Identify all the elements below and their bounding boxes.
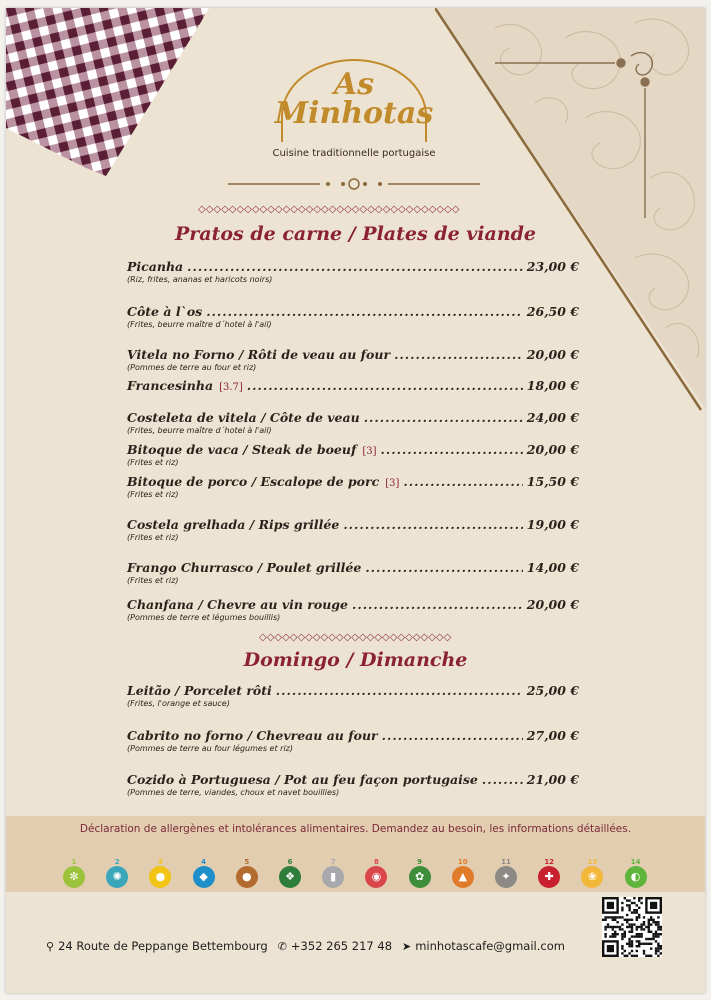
item-description: (Frites, beurre maître d´hotel à l'ail) bbox=[127, 320, 272, 329]
soy-icon: ❖ bbox=[279, 866, 301, 888]
allergen-7 bbox=[321, 858, 345, 888]
item-name: Francesinha bbox=[127, 378, 214, 393]
item-description: (Frites et riz) bbox=[127, 458, 179, 467]
item-name: Cabrito no forno / Chevreau au four bbox=[127, 728, 378, 743]
menu-item bbox=[127, 347, 579, 372]
paper-plane-icon: ➤ bbox=[402, 939, 412, 953]
item-price: 27,00 € bbox=[526, 728, 579, 743]
menu-item bbox=[127, 378, 579, 393]
item-description: (Pommes de terre, viandes, choux et navet bouillies) bbox=[127, 788, 340, 797]
item-price: 25,00 € bbox=[526, 683, 579, 698]
item-description: (Pommes de terre au four et riz) bbox=[127, 363, 257, 372]
section-title-sunday: Domingo / Dimanche bbox=[243, 649, 468, 671]
allergen-14 bbox=[624, 858, 648, 888]
allergen-number: 13 bbox=[587, 858, 598, 866]
item-name: Frango Churrasco / Poulet grillée bbox=[127, 560, 362, 575]
item-price: 26,50 € bbox=[526, 304, 579, 319]
milk-icon: ▮ bbox=[322, 866, 344, 888]
fish-icon: ◆ bbox=[193, 866, 215, 888]
item-price: 18,00 € bbox=[526, 378, 579, 393]
logo-subtitle: Cuisine traditionnelle portugaise bbox=[272, 148, 436, 159]
item-price: 14,00 € bbox=[526, 560, 579, 575]
item-price: 15,50 € bbox=[526, 474, 579, 489]
peanut-icon: ● bbox=[236, 866, 258, 888]
logo-divider-ornament bbox=[228, 178, 480, 190]
allergen-4 bbox=[192, 858, 216, 888]
egg-icon: ● bbox=[149, 866, 171, 888]
menu-item bbox=[127, 772, 579, 797]
allergen-6 bbox=[278, 858, 302, 888]
menu-item bbox=[127, 517, 579, 542]
allergen-number: 11 bbox=[501, 858, 511, 866]
item-name: Costeleta de vitela / Côte de veau bbox=[127, 410, 360, 425]
celery-icon: ✿ bbox=[409, 866, 431, 888]
item-description: (Riz, frites, ananas et haricots noirs) bbox=[127, 275, 273, 284]
allergen-number: 1 bbox=[71, 858, 77, 866]
allergen-number: 4 bbox=[201, 858, 207, 866]
item-description: (Frites, l'orange et sauce) bbox=[127, 699, 230, 708]
item-price: 19,00 € bbox=[526, 517, 579, 532]
allergen-ref: [3] bbox=[385, 478, 400, 489]
allergen-number: 3 bbox=[157, 858, 163, 866]
allergen-12 bbox=[537, 858, 561, 888]
item-name: Chanfana / Chevre au vin rouge bbox=[127, 597, 348, 612]
footer-email[interactable]: minhotascafe@gmail.com bbox=[415, 939, 565, 953]
allergen-8 bbox=[364, 858, 388, 888]
allergen-ref: [3.7] bbox=[219, 382, 243, 393]
allergen-number: 7 bbox=[330, 858, 336, 866]
menu-item bbox=[127, 683, 579, 708]
allergen-number: 6 bbox=[287, 858, 293, 866]
sesame-icon: ✦ bbox=[495, 866, 517, 888]
logo-name-line2: Minhotas bbox=[274, 96, 434, 131]
item-name: Bitoque de vaca / Steak de boeuf bbox=[127, 442, 357, 457]
allergen-1 bbox=[62, 858, 86, 888]
allergen-2 bbox=[105, 858, 129, 888]
footer-phone[interactable]: +352 265 217 48 bbox=[290, 939, 393, 953]
section-title-meat: Pratos de carne / Plates de viande bbox=[174, 223, 537, 245]
mollusc-icon: ◐ bbox=[625, 866, 647, 888]
crab-icon: ✺ bbox=[106, 866, 128, 888]
item-description: (Frites et riz) bbox=[127, 576, 179, 585]
allergen-number: 9 bbox=[417, 858, 423, 866]
allergen-number: 2 bbox=[114, 858, 120, 866]
menu-item bbox=[127, 259, 579, 284]
allergen-13 bbox=[580, 858, 604, 888]
item-description: (Frites, beurre maître d´hotel à l'ail) bbox=[127, 426, 272, 435]
location-pin-icon: ⚲ bbox=[46, 939, 55, 953]
wheat-icon: ✼ bbox=[63, 866, 85, 888]
sulphite-icon: ✚ bbox=[538, 866, 560, 888]
allergen-9 bbox=[408, 858, 432, 888]
menu-item bbox=[127, 728, 579, 753]
item-description: (Pommes de terre et légumes bouillis) bbox=[127, 613, 281, 622]
nut-icon: ◉ bbox=[365, 866, 387, 888]
menu-item bbox=[127, 304, 579, 329]
allergen-number: 14 bbox=[630, 858, 641, 866]
allergen-10 bbox=[451, 858, 475, 888]
menu-item bbox=[127, 597, 579, 622]
mustard-icon: ▲ bbox=[452, 866, 474, 888]
item-description: (Pommes de terre au four légumes et riz) bbox=[127, 744, 293, 753]
section-divider-diamonds: ◇◇◇◇◇◇◇◇◇◇◇◇◇◇◇◇◇◇◇◇◇◇◇◇◇◇◇◇◇◇◇◇◇◇ bbox=[198, 204, 460, 215]
allergen-3 bbox=[148, 858, 172, 888]
item-description: (Frites et riz) bbox=[127, 533, 179, 542]
footer-contact bbox=[46, 939, 565, 953]
whatsapp-phone-icon: ✆ bbox=[277, 939, 287, 953]
item-name: Côte à l`os bbox=[127, 304, 203, 319]
item-price: 21,00 € bbox=[526, 772, 579, 787]
lupin-icon: ❀ bbox=[581, 866, 603, 888]
item-description: (Frites et riz) bbox=[127, 490, 179, 499]
item-name: Costela grelhada / Rips grillée bbox=[127, 517, 340, 532]
item-price: 20,00 € bbox=[526, 597, 579, 612]
item-price: 20,00 € bbox=[526, 442, 579, 457]
item-name: Leitão / Porcelet rôti bbox=[127, 683, 272, 698]
allergen-number: 8 bbox=[373, 858, 379, 866]
menu-item bbox=[127, 410, 579, 435]
item-name: Cozido à Portuguesa / Pot au feu façon portugaise bbox=[127, 772, 478, 787]
allergen-ref: [3] bbox=[362, 446, 377, 457]
allergen-number: 10 bbox=[457, 858, 468, 866]
restaurant-logo bbox=[268, 52, 440, 162]
item-price: 23,00 € bbox=[526, 259, 579, 274]
item-price: 20,00 € bbox=[526, 347, 579, 362]
allergen-declaration: Déclaration de allergènes et intolérances alimentaires. Demandez au besoin, les informations détaillées. bbox=[79, 823, 632, 835]
menu-item bbox=[127, 474, 579, 499]
qr-code[interactable] bbox=[602, 897, 662, 957]
menu-item bbox=[127, 442, 579, 467]
allergen-11 bbox=[494, 858, 518, 888]
footer-address: 24 Route de Peppange Bettembourg bbox=[58, 939, 268, 953]
item-name: Bitoque de porco / Escalope de porc bbox=[127, 474, 380, 489]
section-divider-diamonds: ◇◇◇◇◇◇◇◇◇◇◇◇◇◇◇◇◇◇◇◇◇◇◇◇◇ bbox=[259, 632, 452, 643]
logo-name-line1: As bbox=[333, 67, 375, 102]
menu-item bbox=[127, 560, 579, 585]
item-name: Vitela no Forno / Rôti de veau au four bbox=[127, 347, 391, 362]
item-price: 24,00 € bbox=[526, 410, 579, 425]
menu-sheet bbox=[6, 8, 705, 993]
allergen-number: 12 bbox=[544, 858, 555, 866]
gingham-napkin-decoration bbox=[6, 8, 211, 178]
allergen-5 bbox=[235, 858, 259, 888]
item-name: Picanha bbox=[127, 259, 184, 274]
allergen-number: 5 bbox=[244, 858, 250, 866]
